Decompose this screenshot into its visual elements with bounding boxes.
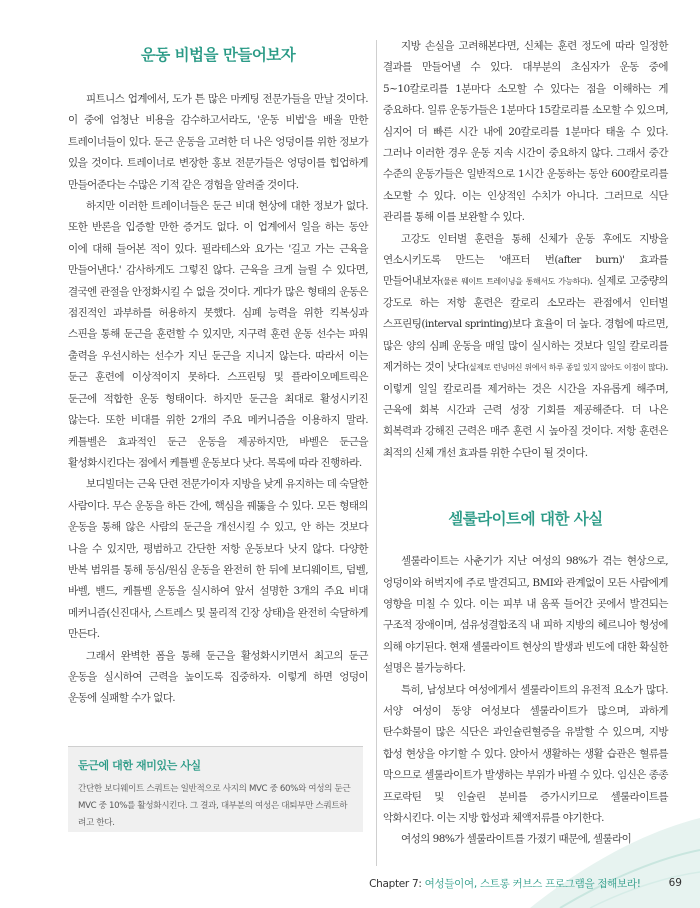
left-column [68, 36, 368, 710]
page-number: 69 [668, 877, 682, 889]
chapter-label [369, 876, 641, 891]
right-column [383, 36, 668, 851]
paragraph: 셀룰라이트는 사춘기가 지난 여성의 98%가 겪는 현상으로, 엉덩이와 허벅지에 주로 발견되고, BMI와 관계없이 모든 사람에게 영향을 미칠 수 있다. 이는 피부 내 움푹 들어간 곳에서 발견되는 구조적 장애이며, 섬유성결합조직 내 피하 지방의 헤르니아 형성에 의해 야기된다. 현재 셀룰라이트 현상의 발생과 빈도에 대한 확실한 설명은 불가능하다. [383, 555, 668, 675]
paragraph: 특히, 남성보다 여성에게서 셀룰라이트의 유전적 요소가 많다. 서양 여성이 동양 여성보다 셀룰라이트가 많으며, 과하게 탄수화물이 많은 식단은 과인슐린혈증을 유발할 수 있으며, 지방 합성 현상을 야기할 수 있다. 앉아서 생활하는 생활 습관은 혈류를 막으므로 셀룰라이트가 발생하는 부위가 바뀔 수 있다. 임신은 종종 프로락틴 및 인슐린 분비를 증가시키므로 셀룰라이트를 악화시킨다. 이는 지방 합성과 체액저류를 야기한다. [383, 683, 668, 824]
paragraph: 피트니스 업계에서, 도가 튼 많은 마케팅 전문가들을 만날 것이다. 이 중에 엄청난 비용을 감수하고서라도, '운동 비법'을 배울 만한 트레이너들이 있다. 둔근 운동을 고려한 더 나은 엉덩이를 위한 정보가 있을 것이다. 트레이너로 변장한 홍보 전문가들은 엉덩이를 힙업하게 만들어준다는 수많은 기적 같은 경험을 알려줄 것이다. [68, 93, 368, 191]
chapter-title: 여성들이여, 스트롱 커브스 프로그램을 접해보라! [424, 877, 641, 890]
parenthetical-note: (실제로 런닝머신 위에서 하루 종일 있지 않아도 이점이 많다) [466, 363, 666, 373]
paragraph: 보디빌더는 근육 단련 전문가이자 지방을 낮게 유지하는 데 숙달한 사람이다. 무슨 운동을 하든 간에, 핵심을 꿰뚫을 수 있다. 모든 형태의 운동을 통해 않은 사람의 둔근을 개선시킬 수 있고, 안 하는 것보다 나을 수 있지만, 평범하고 간단한 저항 운동보다 낫지 않다. 다양한 반복 범위를 통해 동심/원심 운동을 완전히 한 뒤에 보디웨이트, 덤벨, 바벨, 밴드, 케틀벨 운동을 실시하여 앞서 설명한 3개의 주요 비대 메커니즘(신진대사, 스트레스 및 물리적 긴장 상태)을 완전히 숙달하게 만든다. [68, 478, 368, 641]
paragraph: 여성의 98%가 셀룰라이트를 가졌기 때문에, 셀룰라이 [401, 833, 632, 846]
paragraph [383, 229, 668, 464]
fun-fact-text: 간단한 보디웨이트 스쿼트는 일반적으로 사지의 MVC 중 60%와 여성의 둔근 MVC 중 10%를 활성화시킨다. 그 결과, 대부분의 여성은 대퇴부만 스쿼트하려고 한다. [78, 784, 351, 828]
fun-fact-title: 둔근에 대한 재미있는 사실 [78, 759, 201, 772]
fun-fact-box [68, 746, 363, 832]
paragraph: 지방 손실을 고려해본다면, 신체는 훈련 정도에 따라 일정한 결과를 만들어낼 수 있다. 대부분의 초심자가 운동 중에 5~10칼로리를 1분마다 소모할 수 있다는 점을 이해하는 게 중요하다. 일류 운동가들은 1분마다 15칼로리를 소모할 수 있으며, 심지어 더 빠른 시간 내에 20칼로리를 1분마다 태울 수 있다. 그러나 이러한 경우 운동 지속 시간이 중요하지 않다. 그래서 중간 수준의 운동가들은 일반적으로 1시간 운동하는 동안 600칼로리를 소모할 수 있다. 이는 인상적인 수치가 아니다. 그러므로 식단 관리를 통해 이를 보완할 수 있다. [383, 40, 668, 224]
chapter-number: Chapter 7: [369, 877, 422, 890]
paragraph: 그래서 완벽한 폼을 통해 둔근을 활성화시키면서 최고의 둔근 운동을 실시하여 근력을 높이도록 집중하자. 이렇게 하면 엉덩이 운동에 실패할 수가 없다. [68, 649, 368, 705]
section-heading-cellulite: 셀룰라이트에 대한 사실 [448, 510, 603, 529]
paragraph-text: . 실제로 고중량의 강도로 하는 저항 훈련은 칼로리 소모라는 관점에서 인터벌 스프린팅(interval sprinting)보다 효율이 더 높다. 경험에 따르면, 많은 양의 심폐 운동을 매일 많이 실시하는 것보다 일일 칼로리를 제거하는 것이 낫다 [383, 275, 668, 374]
column-divider [376, 40, 377, 866]
page-footer [369, 873, 682, 893]
paragraph: 하지만 이러한 트레이너들은 둔근 비대 현상에 대한 정보가 없다. 또한 반론을 입증할 만한 증거도 없다. 이 업계에서 일을 하는 동안 이에 대해 들어본 적이 있다. 필라테스와 요가는 '길고 가는 근육을 만들어낸다.' 감사하게도 그렇진 않다. 근육을 크게 늘릴 수 있다면, 결국엔 관절을 안정화시킬 수 없을 것이다. 게다가 많은 형태의 운동은 점진적인 과부하를 허용하지 못했다. 심폐 능력을 위한 킥복싱과 스핀을 통해 둔근을 훈련할 수 있지만, 지구력 훈련 운동 선수는 파워 출력을 우선시하는 선수가 지닌 둔근을 지니지 않는다. 따라서 이는 둔근 훈련에 이상적이지 못하다. 스프린팅 및 플라이오메트릭은 둔근에 적합한 운동 형태이다. 하지만 둔근을 최대로 활성시키진 않는다. 또한 비대를 위한 2개의 주요 메커니즘을 이용하지 말라. 케틀벨은 효과적인 둔근 운동을 제공하지만, 바벨은 둔근을 활성화시킨다는 점에서 케틀벨 운동보다 낫다. 목록에 따라 진행하라. [68, 200, 368, 469]
paragraph-text: 고강도 인터벌 훈련을 통해 신체가 운동 후에도 지방을 연소시키도록 만드는 '애프터 번(after burn)' 효과를 만들어내보자 [383, 232, 668, 288]
parenthetical-note: (물론 웨이트 트레이닝을 통해서도 가능하다) [440, 277, 590, 287]
paragraph-text: . 이렇게 일일 칼로리를 제거하는 것은 시간을 자유롭게 해주며, 근육에 회복 시간과 근력 성장 기회를 제공해준다. 더 나은 회복력과 강해진 근력은 매주 훈련 시 높아질 것이다. 저항 훈련은 최적의 신체 개선 효과를 위한 수단이 될 것이다. [383, 361, 668, 459]
section-heading-workout-tips: 운동 비법을 만들어보자 [140, 46, 296, 64]
